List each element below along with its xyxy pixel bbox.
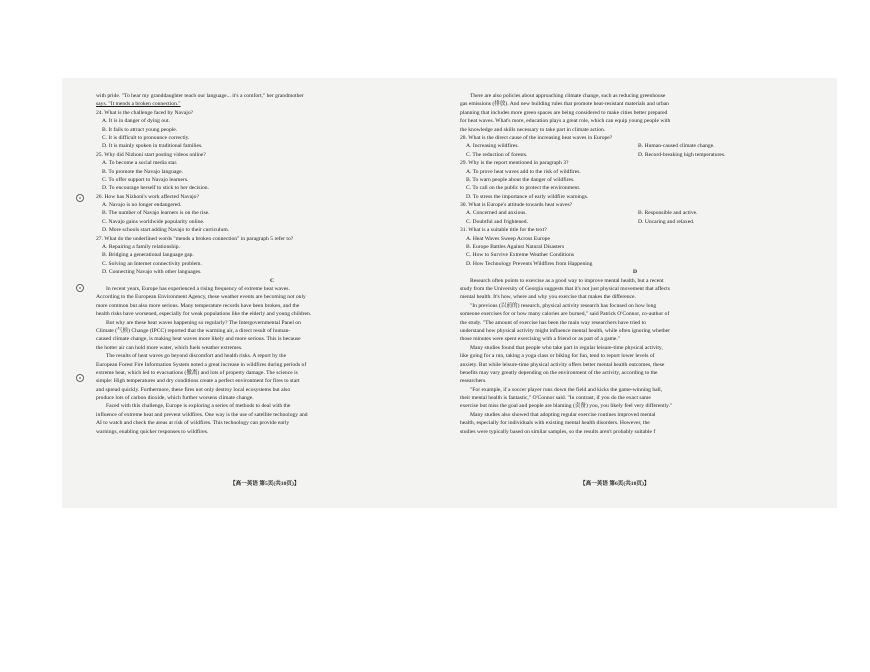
answer-option: B. It fails to attract young people. xyxy=(102,126,178,133)
text-line: Climate (气候) Change (IPCC) reported that the warming air, a direct result of human- xyxy=(96,327,291,334)
answer-option: D. How Technology Prevents Wildfires from Happening xyxy=(466,260,593,267)
text-line: studies were typically based on similar samples, so the results aren't probably suitable f xyxy=(460,428,656,435)
text-line: simple: High temperatures and dry conditions create a perfect environment for fires to start xyxy=(96,378,300,385)
answer-option: B. To promote the Navajo language. xyxy=(102,168,184,175)
answer-option: A. Concerned and anxious. xyxy=(466,210,527,217)
answer-option: A. Navajo is no longer endangered. xyxy=(102,202,182,209)
text-line: study from the University of Georgia suggests that it's not just physical movement that affects xyxy=(460,285,670,292)
answer-option: B. The number of Navajo learners is on the rise. xyxy=(102,210,210,217)
text-line: the hotter air can hold more water, which fuels weather extremes. xyxy=(96,344,243,351)
section-heading: D xyxy=(632,269,638,276)
answer-option: A. To prove heat waves add to the risk of wildfires. xyxy=(466,168,581,175)
text-line: In recent years, Europe has experienced a rising frequency of extreme heat waves. xyxy=(106,285,290,292)
binding-hole-icon xyxy=(76,374,84,382)
text-line: their mental health is fantastic," O'Connor said. "In contrast, if you do the exact same xyxy=(460,395,651,402)
text-line: 25. Why did Nizhoni start posting videos online? xyxy=(96,151,206,158)
text-line: researchers. xyxy=(460,378,487,385)
text-line: "In previous (以前的) research, physical activity research has focused on how long xyxy=(470,302,657,309)
option-pair xyxy=(460,142,810,150)
text-line: someone exercises for or how many calories are burned," said Patrick O'Connor, co-author of xyxy=(460,311,670,318)
answer-option: D. More schools start adding Navajo to their curriculum. xyxy=(102,227,230,234)
text-line: for heat waves. What's more, education plays a great role, which can equip young people with xyxy=(460,118,671,125)
text-line: 31. What is a suitable title for the text? xyxy=(460,227,547,234)
text-line: The results of heat waves go beyond discomfort and health risks. A report by the xyxy=(106,353,287,360)
footer-page-6: 【高一英语 第6页(共10页)】 xyxy=(580,481,650,487)
text-line: benefits may vary greatly depending on the environment of the activity, according to the xyxy=(460,369,658,376)
binding-hole-icon xyxy=(76,284,84,292)
text-line: more common but also more serious. Many temperature records have been broken, and the xyxy=(96,302,300,309)
text-line: the study. "The amount of exercise has been the main way researchers have tried to xyxy=(460,319,646,326)
right-column xyxy=(460,92,810,436)
text-line: "For example, if a soccer player runs down the field and kicks the game-winning ball, xyxy=(470,386,663,393)
answer-option: C. To offer support to Navajo learners. xyxy=(102,176,189,183)
text-line: gas emissions (排放). And new building rules that promote heat-resistant materials and urban xyxy=(460,101,669,108)
answer-option: D. It is mainly spoken in traditional families. xyxy=(102,143,203,150)
text-line: caused climate change, is making heat waves more likely and more serious. This is because xyxy=(96,336,301,343)
answer-option: D. To stress the importance of early wildfire warnings. xyxy=(466,193,589,200)
binding-hole-icon xyxy=(76,194,84,202)
answer-option: C. Solving an Internet connectivity problem. xyxy=(102,260,202,267)
option-pair xyxy=(460,218,810,226)
scanned-exam-page xyxy=(62,78,837,508)
text-line: exercise but miss the goal and people are blaming (责备) you, you likely feel very differently." xyxy=(460,403,673,410)
text-line: European Forest Fire Information System noted a great increase in wildfires during periods of xyxy=(96,361,307,368)
text-line: Many studies found that people who take part in regular leisure-time physical activity, xyxy=(470,344,663,351)
answer-option: D. To encourage herself to stick to her decision. xyxy=(102,185,209,192)
answer-option: A. Heat Waves Sweep Across Europe xyxy=(466,235,550,242)
text-line: 24. What is the challenge faced by Navajo? xyxy=(96,109,194,116)
text-line: 27. What do the underlined words "mends a broken connection" in paragraph 5 refer to? xyxy=(96,235,294,242)
answer-option: A. Repairing a family relationship. xyxy=(102,244,180,251)
text-line: like going for a run, taking a yoga class or biking for fun, tend to report lower levels of xyxy=(460,353,655,360)
text-line: But why are these heat waves happening so regularly? The Intergovernmental Panel on xyxy=(106,319,301,326)
text-line: Faced with this challenge, Europe is exploring a series of methods to deal with the xyxy=(106,403,291,410)
text-line: understand how physical activity might influence mental health, while often ignoring whether xyxy=(460,327,671,334)
option-pair xyxy=(460,209,810,217)
answer-option: D. Record-breaking high temperatures. xyxy=(638,151,726,158)
text-line: extreme heat, which led to evacuations (撤离) and lots of property damage. The science is xyxy=(96,369,298,376)
text-line: health risks have worsened, especially for weak populations like the elderly and young children. xyxy=(96,311,312,318)
answer-option: C. It is difficult to pronounce correctly. xyxy=(102,134,190,141)
text-line: 26. How has Nizhoni's work affected Navajo? xyxy=(96,193,199,200)
text-line: those minutes were spent exercising with a friend or as part of a game." xyxy=(460,336,621,343)
column-gutter xyxy=(446,92,447,472)
section-heading: C xyxy=(269,277,275,284)
left-column xyxy=(96,92,448,436)
text-line: influence of extreme heat and prevent wildfires. One way is the use of satellite technology and xyxy=(96,411,308,418)
text-line: and spread quickly. Furthermore, these fires not only destroy local ecosystems but also xyxy=(96,386,291,393)
answer-option: D. Connecting Navajo with other languages. xyxy=(102,269,202,276)
text-line: warnings, enabling quicker responses to wildfires. xyxy=(96,428,209,435)
text-line: health, especially for individuals with existing mental health disorders. However, the xyxy=(460,420,650,427)
text-line: produce lots of carbon dioxide, which further worsens climate change. xyxy=(96,395,254,402)
option-pair xyxy=(460,151,810,159)
text-line: 30. What is Europe's attitude towards heat waves? xyxy=(460,202,573,209)
text-line: AI to watch and check the areas at risk of wildfires. This technology can provide early xyxy=(96,420,290,427)
text-line: says. "It mends a broken connection." xyxy=(96,101,181,108)
text-line: planning that includes more green spaces are being considered to make cities better prepared xyxy=(460,109,668,116)
text-line: 28. What is the direct cause of the increasing heat waves in Europe? xyxy=(460,134,613,141)
answer-option: C. To call on the public to protect the environment. xyxy=(466,185,581,192)
text-line: mental health. It's how, where and why you exercise that makes the difference. xyxy=(460,294,636,301)
footer-page-5: 【高一英语 第5页(共10页)】 xyxy=(230,481,300,487)
answer-option: B. Bridging a generational language gap. xyxy=(102,252,194,259)
answer-option: C. The reduction of forests. xyxy=(466,151,528,158)
text-line: Many studies also showed that adopting regular exercise routines improved mental xyxy=(470,411,656,418)
text-line: with pride. "To hear my granddaughter teach our language... it's a comfort," her grandmother xyxy=(96,93,304,99)
answer-option: C. Doubtful and frightened. xyxy=(466,218,528,225)
answer-option: B. Human-caused climate change. xyxy=(638,143,715,150)
answer-option: B. Responsible and active. xyxy=(638,210,698,217)
answer-option: C. Navajo gains worldwide popularity online. xyxy=(102,218,205,225)
answer-option: D. Uncaring and relaxed. xyxy=(638,218,695,225)
answer-option: B. To warn people about the danger of wildfires. xyxy=(466,176,575,183)
answer-option: A. It is in danger of dying out. xyxy=(102,118,170,125)
text-line: According to the European Environment Agency, these weather events are becoming not only xyxy=(96,294,306,301)
answer-option: C. How to Survive Extreme Weather Conditions xyxy=(466,252,575,259)
text-line: anxiety. But while leisure-time physical activity offers better mental health outcomes, these xyxy=(460,361,665,368)
text-line: 29. Why is the report mentioned in paragraph 3? xyxy=(460,160,569,167)
text-line: Research often points to exercise as a good way to improve mental health, but a recent xyxy=(470,277,664,284)
text-line: There are also policies about approaching climate change, such as reducing greenhouse xyxy=(470,93,666,99)
answer-option: A. To become a social media star. xyxy=(102,160,178,167)
answer-option: A. Increasing wildfires. xyxy=(466,143,519,150)
text-line: the knowledge and skills necessary to take part in climate action. xyxy=(460,126,606,133)
answer-option: B. Europe Battles Against Natural Disasters xyxy=(466,244,565,251)
